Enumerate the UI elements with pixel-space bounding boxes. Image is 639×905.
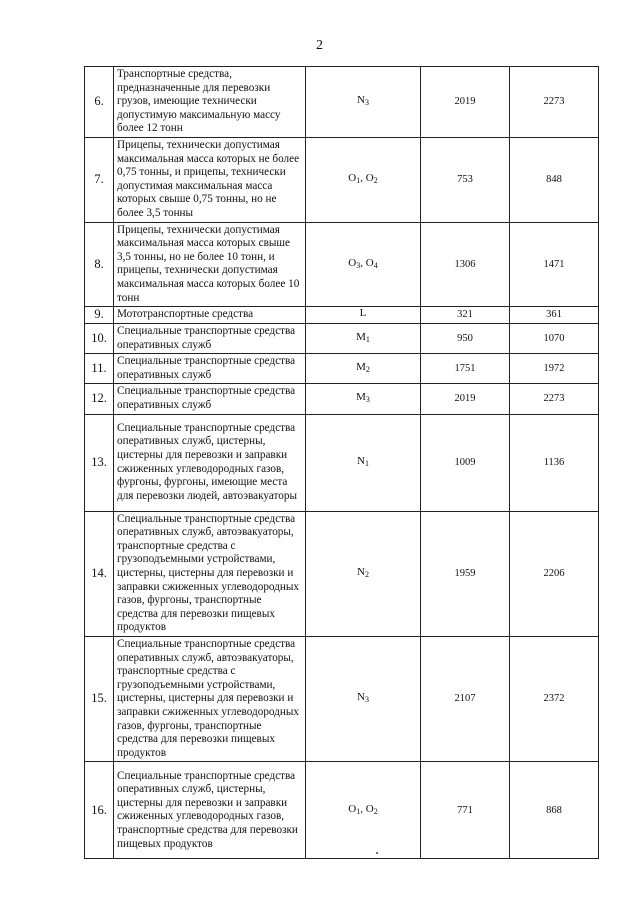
value-2: 1972	[510, 354, 599, 384]
value-2: 868	[510, 762, 599, 859]
vehicle-description: Специальные транспортные средства оперативных служб	[114, 324, 306, 354]
value-2: 2273	[510, 384, 599, 414]
table-row	[85, 384, 599, 414]
row-number: 8.	[85, 222, 114, 307]
vehicle-category	[306, 307, 421, 324]
category-letter: N	[357, 691, 365, 704]
row-number: 10.	[85, 324, 114, 354]
category-subscript: 4	[373, 260, 378, 270]
vehicle-category	[306, 354, 421, 384]
row-number: 15.	[85, 637, 114, 762]
category-separator: ,	[360, 256, 366, 269]
table-row	[85, 637, 599, 762]
value-1: 2107	[421, 637, 510, 762]
vehicle-category	[306, 67, 421, 138]
value-1: 950	[421, 324, 510, 354]
category-letter: O	[365, 171, 374, 184]
value-2: 1471	[510, 222, 599, 307]
vehicle-fee-table	[84, 66, 599, 859]
category-letter: M	[356, 361, 366, 374]
category-letter: M	[356, 391, 366, 404]
table-row	[85, 324, 599, 354]
row-number: 14.	[85, 511, 114, 636]
row-number: 9.	[85, 307, 114, 324]
row-number: 7.	[85, 137, 114, 222]
vehicle-description: Специальные транспортные средства оперативных служб, цистерны, цистерны для перевозки и заправки сжиженных углеводородных газов, фургоны, фургоны, имеющие места для перевозки людей, автоэвакуаторы	[114, 414, 306, 511]
vehicle-category	[306, 324, 421, 354]
vehicle-category	[306, 414, 421, 511]
vehicle-description: Мототранспортные средства	[114, 307, 306, 324]
row-number: 11.	[85, 354, 114, 384]
value-2: 361	[510, 307, 599, 324]
table-body	[85, 67, 599, 859]
value-1: 1751	[421, 354, 510, 384]
category-subscript: 2	[373, 175, 378, 185]
vehicle-description: Специальные транспортные средства оперативных служб, автоэвакуаторы, транспортные средства с грузоподъемными устройствами, цистерны, цистерны для перевозки и заправки сжиженных углеводородных газов, фургоны, транспортные средства для перевозки пищевых продуктов	[114, 637, 306, 762]
category-letter: N	[357, 454, 365, 467]
value-1: 2019	[421, 67, 510, 138]
vehicle-category	[306, 762, 421, 859]
category-subscript: 2	[373, 806, 378, 816]
value-1: 1306	[421, 222, 510, 307]
vehicle-description: Прицепы, технически допустимая максимальная масса которых свыше 3,5 тонны, но не более 10 тонн, и прицепы, технически допустимая максимальная масса которых более 10 тонн	[114, 222, 306, 307]
table-row	[85, 67, 599, 138]
vehicle-description: Специальные транспортные средства оперативных служб, автоэвакуаторы, транспортные средства с грузоподъемными устройствами, цистерны, цистерны для перевозки и заправки сжиженных углеводородных газов, фургоны, транспортные средства для перевозки пищевых продуктов	[114, 511, 306, 636]
category-letter: O	[348, 802, 357, 815]
value-2: 2273	[510, 67, 599, 138]
table-row	[85, 307, 599, 324]
page-number: 2	[316, 38, 323, 53]
value-1: 753	[421, 137, 510, 222]
row-number: 16.	[85, 762, 114, 859]
category-letter: O	[365, 256, 374, 269]
table-row	[85, 511, 599, 636]
category-subscript: 3	[364, 695, 369, 705]
category-letter: N	[357, 94, 365, 107]
vehicle-category	[306, 511, 421, 636]
category-subscript: 1	[364, 458, 369, 468]
category-subscript: 2	[365, 365, 370, 375]
value-1: 1009	[421, 414, 510, 511]
category-separator: ,	[360, 171, 366, 184]
category-subscript: 3	[356, 260, 361, 270]
value-1: 2019	[421, 384, 510, 414]
table-row	[85, 222, 599, 307]
row-number: 13.	[85, 414, 114, 511]
row-number: 12.	[85, 384, 114, 414]
vehicle-description: Специальные транспортные средства оперативных служб, цистерны, цистерны для перевозки и заправки сжиженных углеводородных газов, транспортные средства для перевозки пищевых продуктов	[114, 762, 306, 859]
value-2: 2372	[510, 637, 599, 762]
value-2: 1136	[510, 414, 599, 511]
row-number: 6.	[85, 67, 114, 138]
table-row	[85, 354, 599, 384]
category-subscript: 1	[365, 334, 370, 344]
value-2: 848	[510, 137, 599, 222]
value-1: 771	[421, 762, 510, 859]
vehicle-category	[306, 222, 421, 307]
value-2: 2206	[510, 511, 599, 636]
category-letter: M	[356, 330, 366, 343]
vehicle-category	[306, 637, 421, 762]
table-row	[85, 762, 599, 859]
category-subscript: 3	[364, 98, 369, 108]
category-subscript: 2	[364, 570, 369, 580]
category-separator: ,	[360, 802, 366, 815]
category-subscript: 3	[365, 395, 370, 405]
vehicle-category	[306, 384, 421, 414]
value-1: 321	[421, 307, 510, 324]
table-row	[85, 137, 599, 222]
scan-speck	[376, 852, 378, 854]
vehicle-category	[306, 137, 421, 222]
value-2: 1070	[510, 324, 599, 354]
category-letter: N	[357, 566, 365, 579]
table-row	[85, 414, 599, 511]
vehicle-description: Прицепы, технически допустимая максимальная масса которых не более 0,75 тонны, и прицепы, технически допустимая максимальная масса которых свыше 0,75 тонны, но не более 3,5 тонны	[114, 137, 306, 222]
category-letter: O	[348, 171, 357, 184]
category-letter: L	[359, 307, 367, 320]
category-subscript: 1	[356, 806, 361, 816]
vehicle-description: Транспортные средства, предназначенные для перевозки грузов, имеющие технически допустимую максимальную массу более 12 тонн	[114, 67, 306, 138]
category-letter: O	[365, 802, 374, 815]
category-subscript: 1	[356, 175, 361, 185]
vehicle-description: Специальные транспортные средства оперативных служб	[114, 354, 306, 384]
vehicle-description: Специальные транспортные средства оперативных служб	[114, 384, 306, 414]
value-1: 1959	[421, 511, 510, 636]
category-letter: O	[348, 256, 357, 269]
